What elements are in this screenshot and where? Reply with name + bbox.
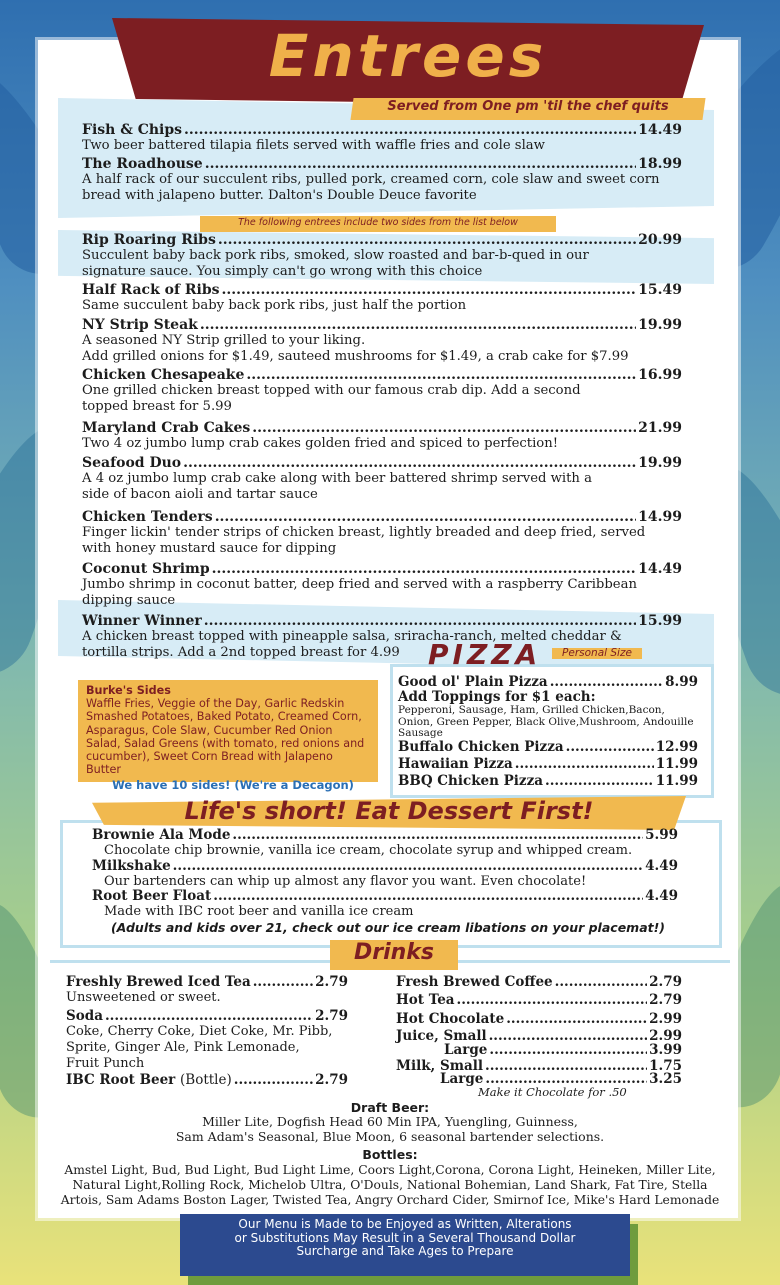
drink-item <box>66 1008 348 1072</box>
item-price: 19.99 <box>638 317 682 333</box>
item-price: 20.99 <box>638 232 682 248</box>
leader-dots <box>457 992 648 1008</box>
milk-note: Make it Chocolate for .50 <box>478 1085 627 1099</box>
item-price: 12.99 <box>655 739 698 755</box>
item-description: Jumbo shrimp in coconut batter, deep fried and served with a raspberry Caribbean dipping sauce <box>82 577 637 608</box>
drink-item <box>396 992 682 1008</box>
leader-dots <box>213 889 643 904</box>
menu-item <box>82 317 682 365</box>
item-description: Finger lickin' tender strips of chicken breast, lightly breaded and deep fried, served with honey mustard sauce for dipping <box>82 525 646 556</box>
leader-dots <box>550 675 663 690</box>
bottles-list: Amstel Light, Bud, Bud Light, Bud Light Lime, Coors Light,Corona, Corona Light, Heineken, Miller Lite, Natural Light,Rolling Rock, Michelob Ultra, O'Douls, National Bohemian, Land Shark, Fat Tire, Stella Artois, Sam Adams Boston Lager, Twisted Tea, Angry Orchard Cider, Smirnof Ice, Mike's Hard Lemonade <box>60 1163 720 1207</box>
menu-item <box>82 156 682 204</box>
menu-item <box>82 455 682 503</box>
item-price: 15.49 <box>638 282 682 298</box>
sides-title: Burke's Sides <box>86 684 171 697</box>
footer-disclaimer: Our Menu is Made to be Enjoyed as Written, Alterations or Substitutions May Result in a Several Thousand Dollar Surcharge and Take Ages to Prepare <box>234 1217 576 1258</box>
item-name: Juice, Small <box>396 1028 487 1044</box>
item-name: Hot Chocolate <box>396 1011 505 1027</box>
item-description: A chicken breast topped with pineapple salsa, sriracha-ranch, melted cheddar & tortilla strips. Add a 2nd topped breast for 4.99 <box>82 629 622 660</box>
item-name: Fresh Brewed Coffee <box>396 974 553 990</box>
menu-item <box>82 122 682 154</box>
item-name: Winner Winner <box>82 613 202 629</box>
menu-item <box>82 420 682 452</box>
leader-dots <box>555 974 647 990</box>
draft-beer-list: Miller Lite, Dogfish Head 60 Min IPA, Yuengling, Guinness, Sam Adam's Seasonal, Blue Moon, 6 seasonal bartender selections. <box>175 1114 605 1144</box>
leader-dots <box>232 828 643 843</box>
item-price: 2.79 <box>649 992 682 1008</box>
item-name: Chicken Chesapeake <box>82 367 245 383</box>
item-price: 19.99 <box>638 455 682 471</box>
item-price: 8.99 <box>665 674 698 690</box>
drinks-title: Drinks <box>353 940 435 965</box>
menu-item <box>82 509 682 557</box>
item-price: 2.99 <box>649 1028 682 1044</box>
leader-dots <box>545 774 654 789</box>
item-name: Soda <box>66 1008 103 1024</box>
pizza-item <box>398 757 698 772</box>
item-name: Seafood Duo <box>82 455 182 471</box>
item-price: 21.99 <box>638 420 682 436</box>
item-price: 11.99 <box>655 756 698 772</box>
item-price: 2.79 <box>649 974 682 990</box>
dessert-item <box>92 889 678 919</box>
leader-dots <box>205 156 636 172</box>
leader-dots <box>252 420 636 436</box>
item-price: 1.75 <box>649 1058 682 1074</box>
dessert-title: Life's short! Eat Dessert First! <box>184 797 594 825</box>
item-description: Two 4 oz jumbo lump crab cakes golden fried and spiced to perfection! <box>82 436 559 451</box>
drink-item <box>396 974 682 990</box>
item-name: The Roadhouse <box>82 156 203 172</box>
item-name: IBC Root Beer <box>66 1072 176 1088</box>
item-name: Buffalo Chicken Pizza <box>398 739 564 755</box>
item-description: Chocolate chip brownie, vanilla ice cream, chocolate syrup and whipped cream. <box>104 843 633 858</box>
item-description: Coke, Cherry Coke, Diet Coke, Mr. Pibb, Sprite, Ginger Ale, Pink Lemonade, Fruit Punch <box>66 1024 333 1071</box>
leader-dots <box>253 974 313 990</box>
item-name: Hawaiian Pizza <box>398 756 513 772</box>
leader-dots <box>218 232 636 248</box>
item-price: 14.99 <box>638 509 682 525</box>
sides-list: Waffle Fries, Veggie of the Day, Garlic Redskin Smashed Potatoes, Baked Potato, Creamed Corn, Asparagus, Cole Slaw, Cucumber Red Onion Salad, Salad Greens (with tomato, red onions and cucumber), Sweet Corn Bread with Jalapeno Butter <box>86 697 365 777</box>
item-description: Same succulent baby back pork ribs, just half the portion <box>82 298 467 313</box>
entrees-title: Entrees <box>268 22 548 90</box>
drink-item <box>66 1072 348 1088</box>
menu-item <box>82 367 682 415</box>
leader-dots <box>215 509 636 525</box>
item-price: 14.49 <box>638 561 682 577</box>
dessert-item <box>92 859 678 889</box>
bottles-title: Bottles: <box>362 1147 418 1162</box>
leader-dots <box>515 757 654 772</box>
pizza-item <box>398 774 698 789</box>
toppings-list: Pepperoni, Sausage, Ham, Grilled Chicken,Bacon, Onion, Green Pepper, Black Olive,Mushroom, Andouille Sausage <box>398 704 694 739</box>
item-price: 5.99 <box>645 827 678 843</box>
leader-dots <box>566 740 654 755</box>
item-description: Unsweetened or sweet. <box>66 990 221 1005</box>
item-price: 2.79 <box>315 974 348 990</box>
item-extra: (Bottle) <box>180 1072 232 1088</box>
item-description: One grilled chicken breast topped with our famous crab dip. Add a second topped breast for 5.99 <box>82 383 581 414</box>
menu-item <box>82 282 682 314</box>
pizza-plain <box>398 675 698 690</box>
leader-dots <box>246 367 636 383</box>
item-price: 2.79 <box>315 1072 348 1088</box>
item-price: 18.99 <box>638 156 682 172</box>
drink-item <box>66 974 348 1006</box>
leader-dots <box>105 1008 313 1024</box>
item-name: Chicken Tenders <box>82 509 213 525</box>
item-name: Large <box>444 1042 488 1058</box>
toppings-title: Add Toppings for $1 each: <box>398 689 596 705</box>
item-price: 16.99 <box>638 367 682 383</box>
item-description: Succulent baby back pork ribs, smoked, slow roasted and bar-b-qued in our signature sauce. You simply can't go wrong with this choice <box>82 248 589 279</box>
leader-dots <box>184 122 636 138</box>
leader-dots <box>234 1072 313 1088</box>
drink-item <box>444 1042 682 1058</box>
item-price: 2.99 <box>649 1011 682 1027</box>
draft-beer-title: Draft Beer: <box>350 1100 430 1115</box>
item-price: 2.79 <box>315 1008 348 1024</box>
item-name: Hot Tea <box>396 992 455 1008</box>
item-description: Two beer battered tilapia filets served with waffle fries and cole slaw <box>82 138 545 153</box>
pizza-subtitle: Personal Size <box>552 648 642 659</box>
dessert-item <box>92 828 678 858</box>
leader-dots <box>200 317 636 333</box>
item-name: Milk, Small <box>396 1058 483 1074</box>
leader-dots <box>204 613 636 629</box>
item-price: 3.25 <box>649 1071 682 1087</box>
pizza-title: PIZZA <box>428 638 542 671</box>
item-price: 11.99 <box>655 773 698 789</box>
item-name: Rip Roaring Ribs <box>82 232 216 248</box>
item-price: 3.99 <box>649 1042 682 1058</box>
item-description: A 4 oz jumbo lump crab cake along with beer battered shrimp served with a side of bacon aioli and tartar sauce <box>82 471 592 502</box>
sides-included-note: The following entrees include two sides from the list below <box>238 217 518 228</box>
item-name: Coconut Shrimp <box>82 561 210 577</box>
item-description: Our bartenders can whip up almost any flavor you want. Even chocolate! <box>104 874 587 889</box>
leader-dots <box>212 561 637 577</box>
item-name: Brownie Ala Mode <box>92 827 231 843</box>
entrees-subtitle: Served from One pm 'til the chef quits <box>387 99 669 114</box>
decagon-note: We have 10 sides! (We're a Decagon) <box>112 778 354 792</box>
item-price: 4.49 <box>645 858 678 874</box>
drink-item <box>396 1011 682 1027</box>
item-name: Maryland Crab Cakes <box>82 420 251 436</box>
item-name: Fish & Chips <box>82 122 183 138</box>
item-description: A seasoned NY Strip grilled to your liking. Add grilled onions for $1.49, sauteed mushrooms for $1.49, a crab cake for $7.99 <box>82 333 629 364</box>
item-name: BBQ Chicken Pizza <box>398 773 544 789</box>
item-description: A half rack of our succulent ribs, pulled pork, creamed corn, cole slaw and sweet corn bread with jalapeno butter. Dalton's Double Deuce favorite <box>82 172 660 203</box>
item-description: Made with IBC root beer and vanilla ice cream <box>104 904 414 919</box>
pizza-item <box>398 740 698 755</box>
item-name: Large <box>440 1071 484 1087</box>
item-name: NY Strip Steak <box>82 317 198 333</box>
item-name: Freshly Brewed Iced Tea <box>66 974 251 990</box>
sides-box <box>78 680 378 782</box>
leader-dots <box>222 282 637 298</box>
item-name: Half Rack of Ribs <box>82 282 220 298</box>
item-name: Root Beer Float <box>92 888 212 904</box>
item-name: Good ol' Plain Pizza <box>398 674 548 690</box>
item-price: 4.49 <box>645 888 678 904</box>
leader-dots <box>489 1042 647 1058</box>
item-name: Milkshake <box>92 858 171 874</box>
adults-note: (Adults and kids over 21, check out our ice cream libations on your placemat!) <box>110 920 666 935</box>
leader-dots <box>506 1011 647 1027</box>
menu-item <box>82 232 682 280</box>
menu-item <box>82 561 682 609</box>
leader-dots <box>173 859 643 874</box>
leader-dots <box>183 455 636 471</box>
item-price: 14.49 <box>638 122 682 138</box>
item-price: 15.99 <box>638 613 682 629</box>
